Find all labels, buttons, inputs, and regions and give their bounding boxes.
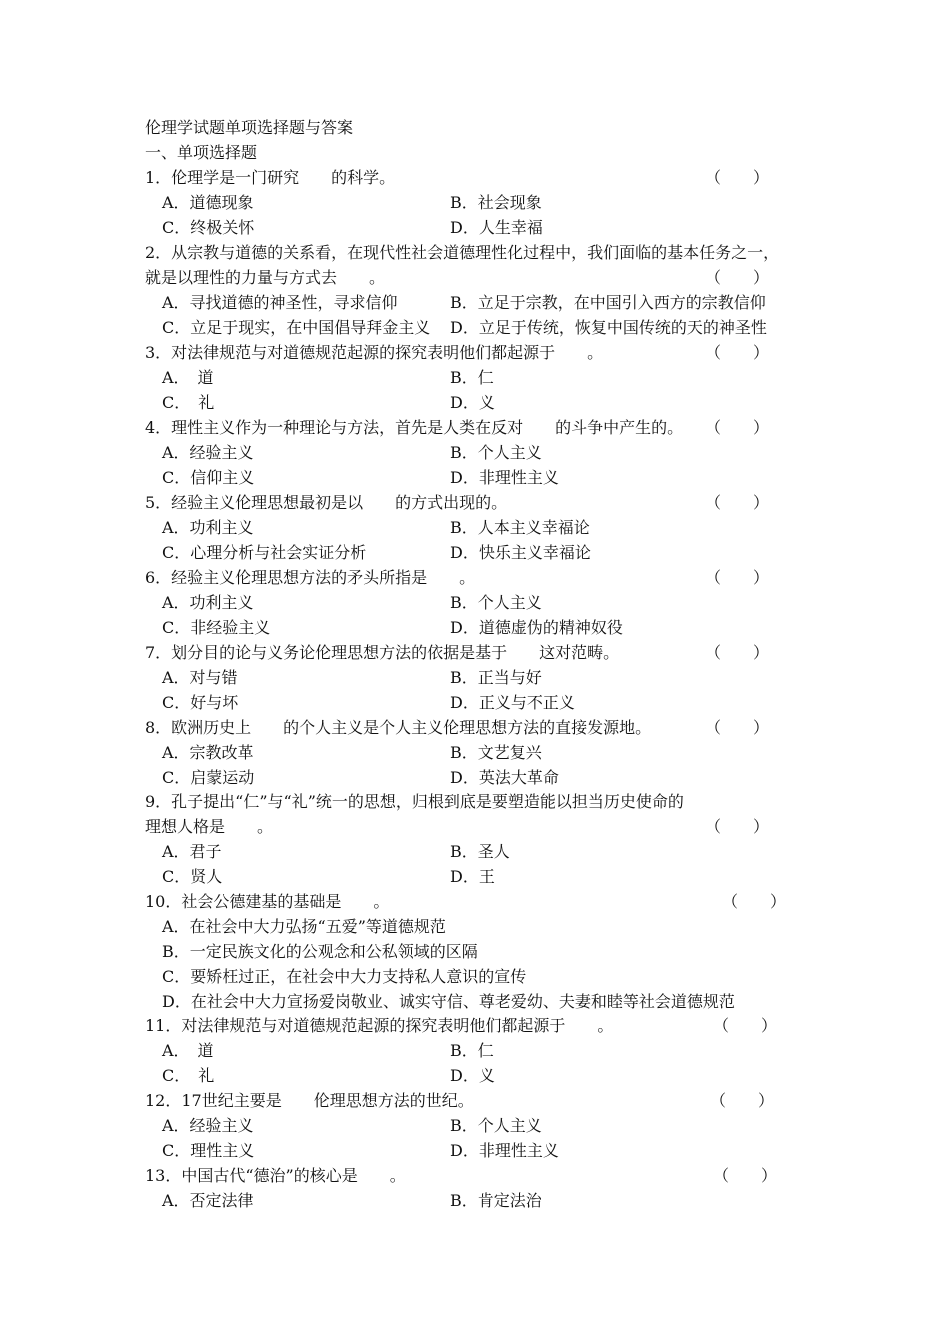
question-13-text: 13．中国古代“德治”的核心是 。 [145,1166,406,1185]
question-3-text: 3．对法律规范与对道德规范起源的探究表明他们都起源于 。 [145,343,604,362]
question-7-option-d: D．正义与不正义 [450,693,575,712]
question-10-option-c: C．要矫枉过正，在社会中大力支持私人意识的宣传 [162,967,527,986]
question-7-answer-blank: （ ） [705,643,770,662]
question-7-text: 7．划分目的论与义务论伦理思想方法的依据是基于 这对范畴。 [145,643,620,662]
question-3-option-b: B．仁 [450,368,494,387]
question-4-text: 4．理性主义作为一种理论与方法，首先是人类在反对 的斗争中产生的。 [145,418,684,437]
question-10-option-b: B．一定民族文化的公观念和公私领域的区隔 [162,942,478,961]
question-13-option-b: B．肯定法治 [450,1191,542,1210]
question-4-option-d: D．非理性主义 [450,468,559,487]
question-5-option-a: A．功利主义 [162,518,254,537]
question-9-text: 理想人格是 。 [145,817,274,836]
question-8-option-c: C．启蒙运动 [162,768,255,787]
question-2-text: 就是以理性的力量与方式去 。 [145,268,386,287]
question-2-option-d: D．立足于传统，恢复中国传统的天的神圣性 [450,318,767,337]
question-8-text: 8．欧洲历史上 的个人主义是个人主义伦理思想方法的直接发源地。 [145,718,652,737]
question-8-answer-blank: （ ） [705,718,770,737]
question-4-answer-blank: （ ） [705,418,770,437]
question-2-text: 2．从宗教与道德的关系看，在现代性社会道德理性化过程中，我们面临的基本任务之一， [145,243,780,262]
question-5-option-b: B．人本主义幸福论 [450,518,590,537]
question-11-answer-blank: （ ） [713,1016,778,1035]
question-5-option-d: D．快乐主义幸福论 [450,543,591,562]
question-12-option-b: B．个人主义 [450,1116,542,1135]
question-5-option-c: C．心理分析与社会实证分析 [162,543,367,562]
question-10-option-d: D．在社会中大力宣扬爱岗敬业、诚实守信、尊老爱幼、夫妻和睦等社会道德规范 [162,992,735,1011]
question-3-answer-blank: （ ） [705,343,770,362]
question-9-option-a: A．君子 [162,842,222,861]
question-12-option-d: D．非理性主义 [450,1141,559,1160]
question-10-answer-blank: （ ） [722,892,787,911]
question-11-option-d: D．义 [450,1066,495,1085]
question-6-option-b: B．个人主义 [450,593,542,612]
question-4-option-c: C．信仰主义 [162,468,255,487]
question-1-option-a: A．道德现象 [162,193,254,212]
question-5-text: 5．经验主义伦理思想最初是以 的方式出现的。 [145,493,508,512]
document-title: 伦理学试题单项选择题与答案 [145,118,354,137]
question-11-option-c: C． 礼 [162,1066,215,1085]
question-9-option-c: C．贤人 [162,867,223,886]
question-12-text: 12．17世纪主要是 伦理思想方法的世纪。 [145,1091,474,1110]
question-1-option-b: B．社会现象 [450,193,542,212]
question-13-answer-blank: （ ） [713,1166,778,1185]
question-12-option-c: C．理性主义 [162,1141,255,1160]
question-12-option-a: A．经验主义 [162,1116,254,1135]
question-2-option-b: B．立足于宗教，在中国引入西方的宗教信仰 [450,293,766,312]
question-3-option-c: C． 礼 [162,393,215,412]
question-8-option-b: B．文艺复兴 [450,743,542,762]
question-2-answer-blank: （ ） [705,268,770,287]
section-heading: 一、单项选择题 [145,143,258,162]
question-6-option-a: A．功利主义 [162,593,254,612]
question-7-option-c: C．好与坏 [162,693,239,712]
question-4-option-b: B．个人主义 [450,443,542,462]
question-1-text: 1．伦理学是一门研究 的科学。 [145,168,396,187]
question-5-answer-blank: （ ） [705,493,770,512]
question-9-option-d: D．王 [450,867,495,886]
question-1-option-c: C．终极关怀 [162,218,255,237]
question-2-option-a: A．寻找道德的神圣性，寻求信仰 [162,293,398,312]
question-6-text: 6．经验主义伦理思想方法的矛头所指是 。 [145,568,476,587]
question-3-option-a: A． 道 [162,368,214,387]
question-11-option-b: B．仁 [450,1041,494,1060]
question-8-option-a: A．宗教改革 [162,743,254,762]
question-1-option-d: D．人生幸福 [450,218,543,237]
question-13-option-a: A．否定法律 [162,1191,254,1210]
question-2-option-c: C．立足于现实，在中国倡导拜金主义 [162,318,431,337]
question-8-option-d: D．英法大革命 [450,768,559,787]
question-6-option-c: C．非经验主义 [162,618,271,637]
question-1-answer-blank: （ ） [705,168,770,187]
question-7-option-a: A．对与错 [162,668,238,687]
question-4-option-a: A．经验主义 [162,443,254,462]
question-10-text: 10．社会公德建基的基础是 。 [145,892,390,911]
question-6-option-d: D．道德虚伪的精神奴役 [450,618,623,637]
question-3-option-d: D．义 [450,393,495,412]
question-9-answer-blank: （ ） [705,817,770,836]
question-11-text: 11．对法律规范与对道德规范起源的探究表明他们都起源于 。 [145,1016,614,1035]
question-7-option-b: B．正当与好 [450,668,542,687]
question-10-option-a: A．在社会中大力弘扬“五爱”等道德规范 [162,917,446,936]
question-9-text: 9．孔子提出“仁”与“礼”统一的思想，归根到底是要塑造能以担当历史使命的 [145,792,684,811]
question-6-answer-blank: （ ） [705,568,770,587]
question-12-answer-blank: （ ） [710,1091,775,1110]
question-11-option-a: A． 道 [162,1041,214,1060]
question-9-option-b: B．圣人 [450,842,510,861]
